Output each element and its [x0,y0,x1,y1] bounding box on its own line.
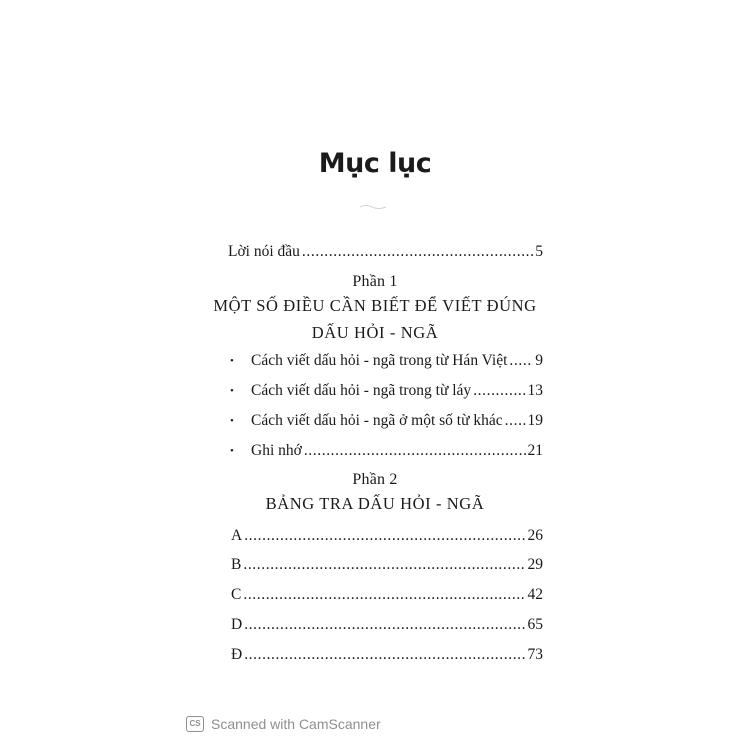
toc-entry-page: 73 [527,646,543,663]
toc-entry-page: 5 [535,243,543,260]
toc-entry-label: Ghi nhớ [251,442,302,459]
toc-entry-label: Lời nói đầu [228,243,300,260]
toc-entry-part1-4[interactable] [251,441,543,461]
toc-entry-label: B [231,556,242,573]
decorative-ornament [358,204,388,210]
leader-dots [243,555,525,575]
bullet-marker: • [230,385,234,397]
toc-entry-label: A [231,527,243,544]
bullet-marker: • [230,445,234,457]
toc-entry-page: 26 [527,527,543,544]
toc-entry-label: Đ [231,646,243,663]
leader-dots [244,615,525,635]
leader-dots [473,381,525,401]
leader-dots [243,585,525,605]
part2-heading: BẢNG TRA DẤU HỎI - NGÃ [265,494,485,513]
leader-dots [244,645,525,665]
toc-entry-label: C [231,586,242,603]
bullet-marker: • [230,415,234,427]
leader-dots [509,351,533,371]
toc-entry-page: 65 [527,616,543,633]
toc-entry-label: Cách viết dấu hỏi - ngã ở một số từ khác [251,412,503,429]
toc-entry-part1-2[interactable] [251,381,543,401]
toc-entry-part2-a[interactable] [231,526,543,546]
toc-entry-part1-1[interactable] [251,351,543,371]
camscanner-watermark [186,716,381,732]
toc-entry-part2-b[interactable] [231,555,543,575]
leader-dots [244,526,525,546]
part1-heading-line2: DẤU HỎI - NGÃ [311,323,439,342]
part1-heading-line1: MỘT SỐ ĐIỀU CẦN BIẾT ĐỂ VIẾT ĐÚNG [213,296,537,315]
leader-dots [304,441,526,461]
camscanner-logo-icon: CS [186,716,204,732]
toc-entry-page: 9 [535,352,543,369]
part2-number: Phần 2 [352,471,398,488]
toc-entry-page: 42 [527,586,543,603]
bullet-marker: • [230,355,234,367]
leader-dots [302,242,533,262]
toc-entry-label: D [231,616,243,633]
toc-entry-page: 21 [527,442,543,459]
toc-entry-label: Cách viết dấu hỏi - ngã trong từ Hán Việt [251,352,508,369]
watermark-text: Scanned with CamScanner [211,716,381,732]
part1-number: Phần 1 [352,273,398,290]
toc-entry-page: 13 [527,382,543,399]
toc-entry-part2-d[interactable] [231,615,543,635]
leader-dots [505,411,526,431]
page-title: Mục lục [318,148,432,179]
toc-entry-page: 29 [527,556,543,573]
toc-entry-part2-c[interactable] [231,585,543,605]
toc-entry-page: 19 [527,412,543,429]
toc-entry-label: Cách viết dấu hỏi - ngã trong từ láy [251,382,472,399]
toc-entry-intro[interactable] [228,242,543,262]
toc-entry-part1-3[interactable] [251,411,543,431]
toc-entry-part2-dd[interactable] [231,645,543,665]
